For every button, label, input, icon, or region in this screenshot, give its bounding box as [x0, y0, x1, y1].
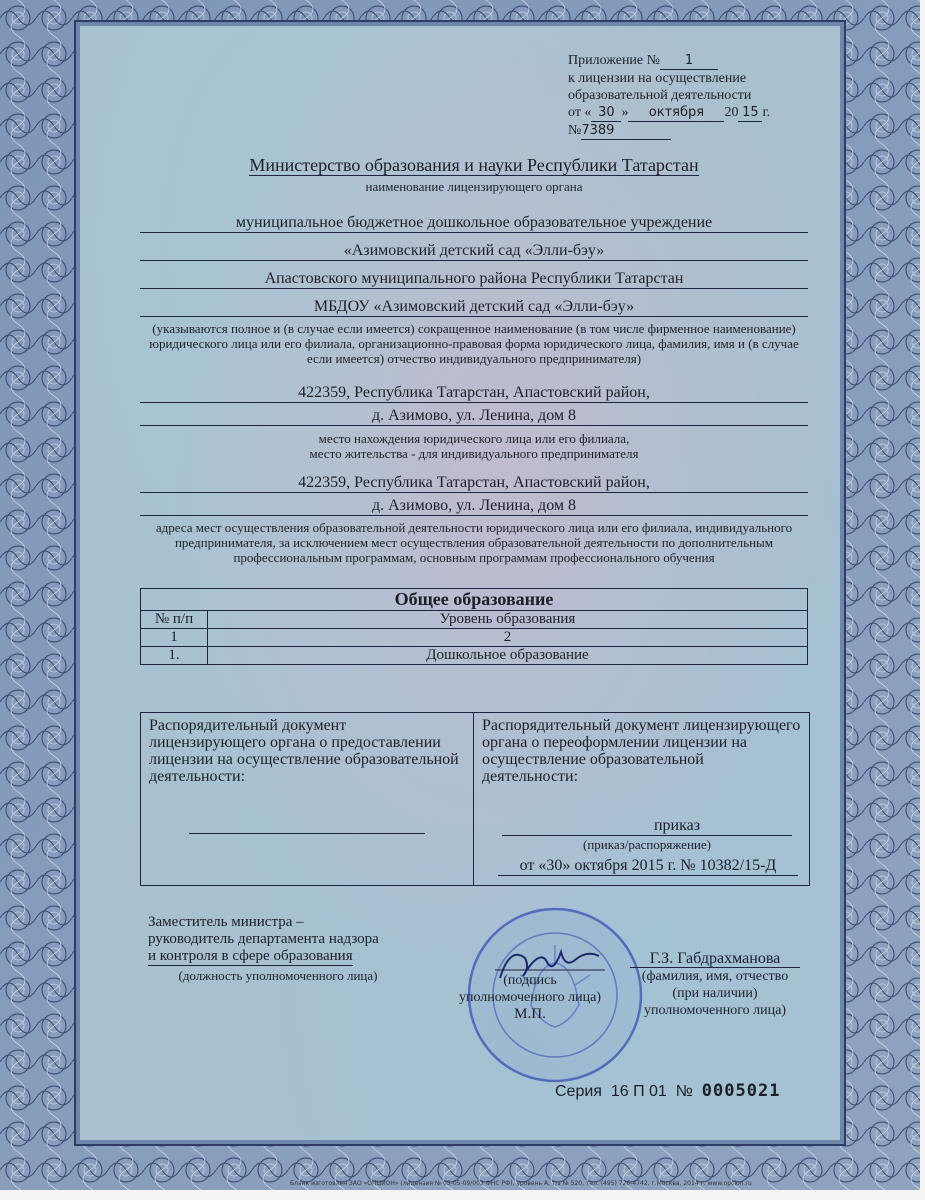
index-cell: 2 — [208, 629, 808, 647]
grant-document-blank — [189, 833, 425, 834]
reissue-document-title: Распорядительный документ лицензирующего органа о переоформлении лицензии на осуществление образовательной деятельности: — [482, 717, 801, 785]
education-table — [140, 588, 808, 665]
reissue-document — [474, 713, 809, 885]
table-title-row — [141, 589, 808, 611]
appendix-label: Приложение № — [568, 53, 660, 68]
location-caption: место нахождения юридического лица или его филиала, место жительства - для индивидуального предпринимателя — [309, 431, 639, 461]
location-line2: д. Азимово, ул. Ленина, дом 8 — [140, 407, 808, 426]
position-caption: (должность уполномоченного лица) — [178, 968, 378, 983]
org-line2: «Азимовский детский сад «Элли-бэу» — [140, 242, 808, 261]
reissue-doc-ref: от «30» октября 2015 г. № 10382/15-Д — [498, 857, 798, 876]
appendix-header — [568, 52, 798, 140]
documents-box — [140, 712, 810, 886]
signature-caption: (подпись уполномоченного лица) М.П. — [445, 972, 615, 1023]
seal-label: М.П. — [514, 1006, 546, 1022]
header-index: № п/п — [141, 611, 208, 629]
appendix-line1: к лицензии на осуществление — [568, 71, 747, 86]
activity-line1: 422359, Республика Татарстан, Апастовский район, — [140, 474, 808, 493]
authority-caption: наименование лицензирующего органа — [365, 179, 583, 194]
appendix-number: 1 — [660, 52, 718, 70]
table-header-row — [141, 611, 808, 629]
appendix-line2: образовательной деятельности — [568, 88, 752, 103]
location-line1: 422359, Республика Татарстан, Апастовский район, — [140, 384, 808, 403]
grant-document-title: Распорядительный документ лицензирующего органа о предоставлении лицензии на осуществление образовательной деятельности: — [149, 717, 459, 785]
grant-document — [141, 713, 474, 885]
appendix-date: от « 30 » октября 20 15 г. — [568, 105, 771, 120]
authority-name: Министерство образования и науки Республики Татарстан — [249, 155, 699, 175]
table-row — [141, 647, 808, 665]
row-level: Дошкольное образование — [208, 647, 808, 665]
signatory-name: Г.З. Габдрахманова — [630, 950, 800, 968]
table-title: Общее образование — [141, 589, 808, 611]
signatory-name-block: Г.З. Габдрахманова (фамилия, имя, отчество (при наличии) уполномоченного лица) — [630, 950, 800, 1019]
signatory-position: Заместитель министра – руководитель департамента надзора и контроля в сфере образования (должность уполномоченного лица) — [148, 914, 408, 984]
org-short-name: МБДОУ «Азимовский детский сад «Элли-бэу» — [140, 298, 808, 317]
blank-number: 0005021 — [701, 1081, 781, 1101]
org-line3: Апастовского муниципального района Республики Татарстан — [140, 270, 808, 289]
blank-series: Серия 16 П 01 № 0005021 — [555, 1081, 781, 1101]
printer-footer: Бланк изготовлен ЗАО «ОПЦИОН» (лицензия № 05-05-09/003 ФНС РФ), уровень А, т/з № 520, тел. (495) 726-4742, г.Москва, 2014 г. www.opcion.ru — [290, 1180, 752, 1187]
reissue-doc-type: приказ — [502, 817, 792, 836]
org-caption: (указываются полное и (в случае если имеется) сокращенное наименование (в том числе фирменное наименование) юридического лица или его филиала, организационно-правовая форма юридического лица, фамилия, имя и (в случае если имеется) отчество индивидуального предпринимателя) — [149, 321, 799, 366]
table-index-row — [141, 629, 808, 647]
row-number: 1. — [141, 647, 208, 665]
index-cell: 1 — [141, 629, 208, 647]
org-line1: муниципальное бюджетное дошкольное образовательное учреждение — [140, 214, 808, 233]
activity-caption: адреса мест осуществления образовательной деятельности юридического лица или его филиала, индивидуального предпринимателя, за исключением мест осуществления образовательной деятельности по дополнительным профессиональным программам, основным программам профессионального обучения — [155, 520, 793, 565]
license-number: №7389 — [568, 122, 798, 140]
activity-line2: д. Азимово, ул. Ленина, дом 8 — [140, 497, 808, 516]
header-level: Уровень образования — [208, 611, 808, 629]
reissue-doc-caption: (приказ/распоряжение) — [583, 837, 711, 852]
